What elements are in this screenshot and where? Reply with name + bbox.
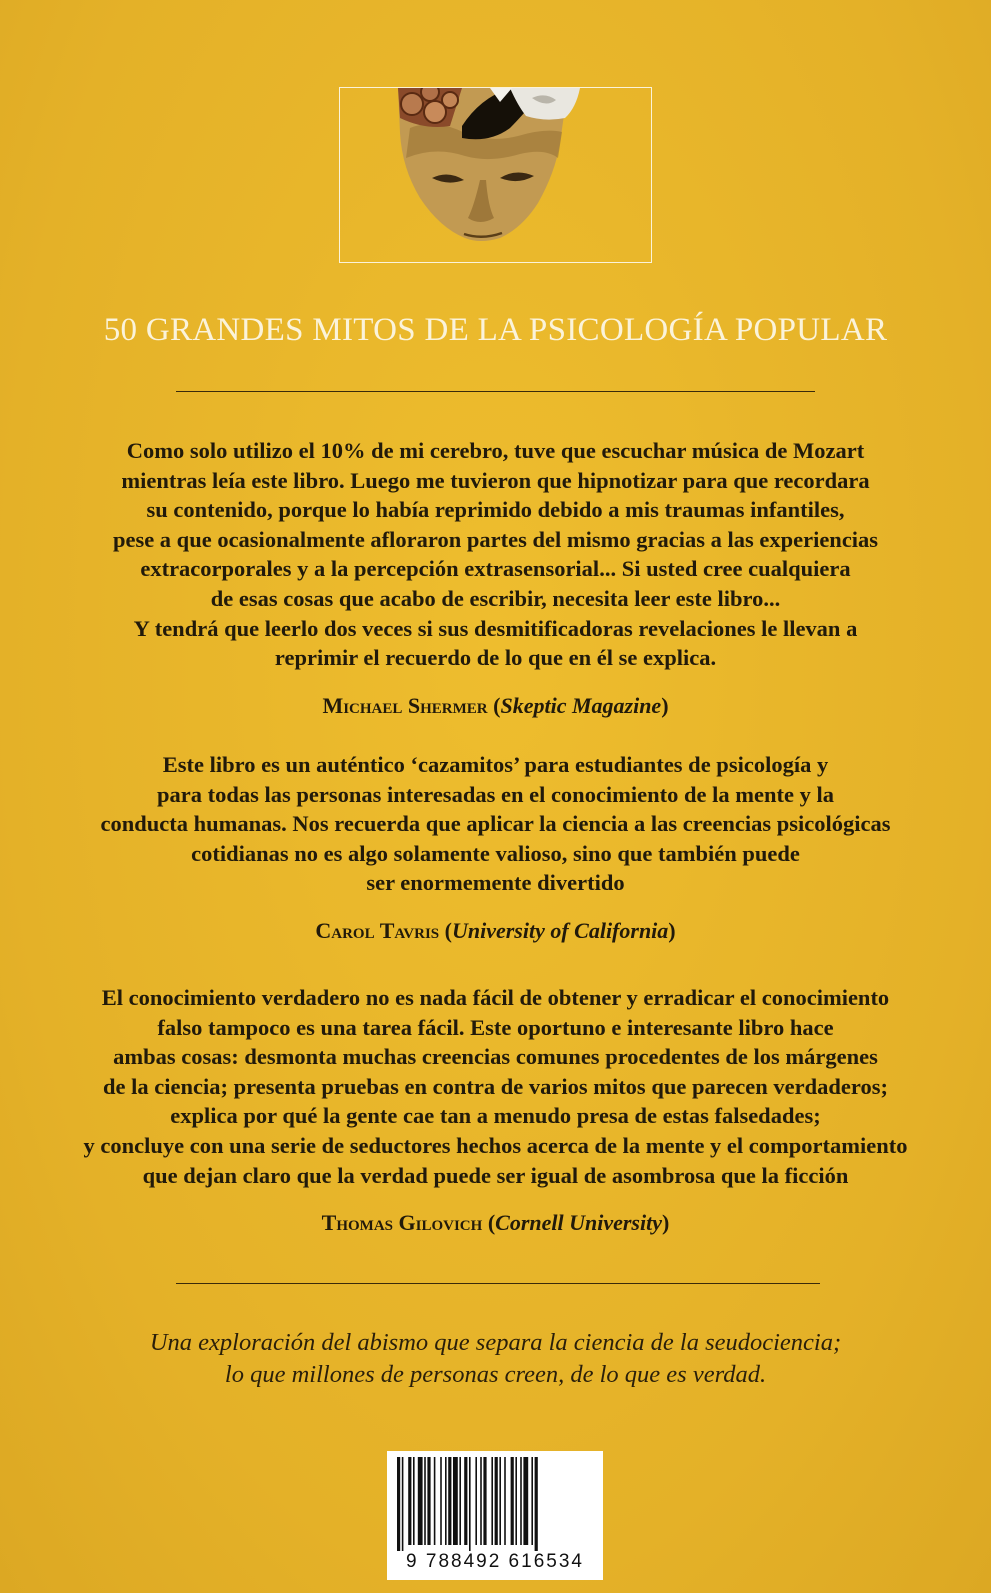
- blurb-line: que dejan claro que la verdad puede ser igual de asombrosa que la ficción: [142, 1162, 849, 1188]
- barcode-bar: [499, 1457, 501, 1545]
- barcode-bar: [515, 1457, 517, 1545]
- blurb-line: El conocimiento verdadero no es nada fácil de obtener y erradicar el conocimiento: [101, 985, 890, 1010]
- blurb-1: [20, 436, 971, 673]
- blurb-2: [20, 750, 971, 898]
- blurb-line: Este libro es un auténtico ‘cazamitos’ para estudiantes de psicología y: [162, 752, 829, 777]
- tagline-line: Una exploración del abismo que separa la ciencia de la seudociencia;: [149, 1329, 842, 1356]
- blurb-line: y concluye con una serie de seductores hechos acerca de la mente y el comportamiento: [83, 1132, 908, 1158]
- author-source: Skeptic Magazine: [500, 693, 662, 718]
- tagline: [0, 1327, 991, 1391]
- head-illustration-icon: [340, 88, 653, 264]
- barcode-bar: [459, 1457, 461, 1545]
- bottom-divider: [176, 1283, 820, 1284]
- barcode-bar: [448, 1457, 451, 1545]
- barcode-bar: [480, 1457, 482, 1545]
- barcode-icon: [387, 1451, 603, 1551]
- barcode-bar: [469, 1457, 471, 1551]
- barcode-bar: [434, 1457, 436, 1545]
- author-source: Cornell University: [495, 1210, 662, 1235]
- barcode-bar: [397, 1457, 400, 1551]
- barcode-bar: [445, 1457, 447, 1545]
- barcode-bar: [427, 1457, 430, 1545]
- blurb-line: falso tampoco es una tarea fácil. Este oportuno e interesante libro hace: [157, 1014, 834, 1040]
- blurb-2-attribution: Carol Tavris (University of California): [315, 918, 676, 943]
- isbn-number: 9 788492 616534: [406, 1551, 584, 1572]
- barcode-bar: [491, 1457, 493, 1545]
- author-name: Carol Tavris: [315, 918, 440, 943]
- barcode-bar: [475, 1457, 477, 1545]
- barcode-bar: [511, 1457, 514, 1545]
- author-name: Michael Shermer: [322, 693, 488, 718]
- barcode-bar: [531, 1457, 533, 1545]
- barcode-bar: [520, 1457, 522, 1545]
- barcode-bar: [413, 1457, 415, 1545]
- blurb-line: Y tendrá que leerlo dos veces si sus desmitificadoras revelaciones le llevan a: [133, 615, 858, 641]
- barcode-bar: [504, 1457, 506, 1545]
- blurb-3: [20, 983, 971, 1190]
- cover-illustration-frame: [339, 87, 652, 263]
- author-source: University of California: [451, 918, 669, 943]
- blurb-line: ser enormemente divertido: [366, 870, 625, 896]
- book-title: 50 GRANDES MITOS DE LA PSICOLOGÍA POPULAR: [103, 312, 888, 348]
- blurb-line: de la ciencia; presenta pruebas en contra de varios mitos que parecen verdaderos;: [103, 1073, 888, 1099]
- blurb-line: cotidianas no es algo solamente valioso, sino que también puede: [191, 840, 800, 866]
- blurb-line: reprimir el recuerdo de lo que en él se explica.: [274, 645, 717, 671]
- barcode-bar: [495, 1457, 498, 1545]
- author-name: Thomas Gilovich: [321, 1210, 483, 1235]
- barcode-bar: [440, 1457, 442, 1545]
- blurb-line: explica por qué la gente cae tan a menudo presa de estas falsedades;: [170, 1103, 821, 1129]
- blurb-line: pese a que ocasionalmente afloraron partes del mismo gracias a las experiencias: [112, 526, 879, 552]
- top-divider: [176, 391, 815, 392]
- blurb-1-attribution: Michael Shermer (Skeptic Magazine): [322, 693, 669, 718]
- barcode: [387, 1451, 603, 1580]
- blurb-line: Como solo utilizo el 10% de mi cerebro, tuve que escuchar música de Mozart: [126, 438, 865, 463]
- barcode-bar: [408, 1457, 411, 1545]
- barcode-bar: [424, 1457, 426, 1545]
- barcode-bar: [464, 1457, 467, 1545]
- barcode-bar: [418, 1457, 423, 1545]
- blurb-line: extracorporales y a la percepción extrasensorial... Si usted cree cualquiera: [140, 556, 851, 582]
- tagline-line: lo que millones de personas creen, de lo que es verdad.: [224, 1361, 767, 1388]
- blurb-3-attribution: Thomas Gilovich (Cornell University): [321, 1210, 670, 1235]
- barcode-bar: [535, 1457, 538, 1551]
- barcode-bar: [453, 1457, 458, 1545]
- barcode-bar: [523, 1457, 528, 1545]
- blurb-line: su contenido, porque lo había reprimido debido a mis traumas infantiles,: [146, 497, 845, 523]
- barcode-bar: [483, 1457, 486, 1545]
- barcode-bar: [402, 1457, 404, 1551]
- blurb-line: para todas las personas interesadas en el conocimiento de la mente y la: [156, 781, 835, 807]
- blurb-line: mientras leía este libro. Luego me tuvieron que hipnotizar para que recordara: [121, 467, 870, 493]
- blurb-line: ambas cosas: desmonta muchas creencias comunes procedentes de los márgenes: [113, 1044, 878, 1070]
- blurb-line: de esas cosas que acabo de escribir, necesita leer este libro...: [210, 585, 781, 611]
- blurb-line: conducta humanas. Nos recuerda que aplicar la ciencia a las creencias psicológicas: [100, 811, 891, 837]
